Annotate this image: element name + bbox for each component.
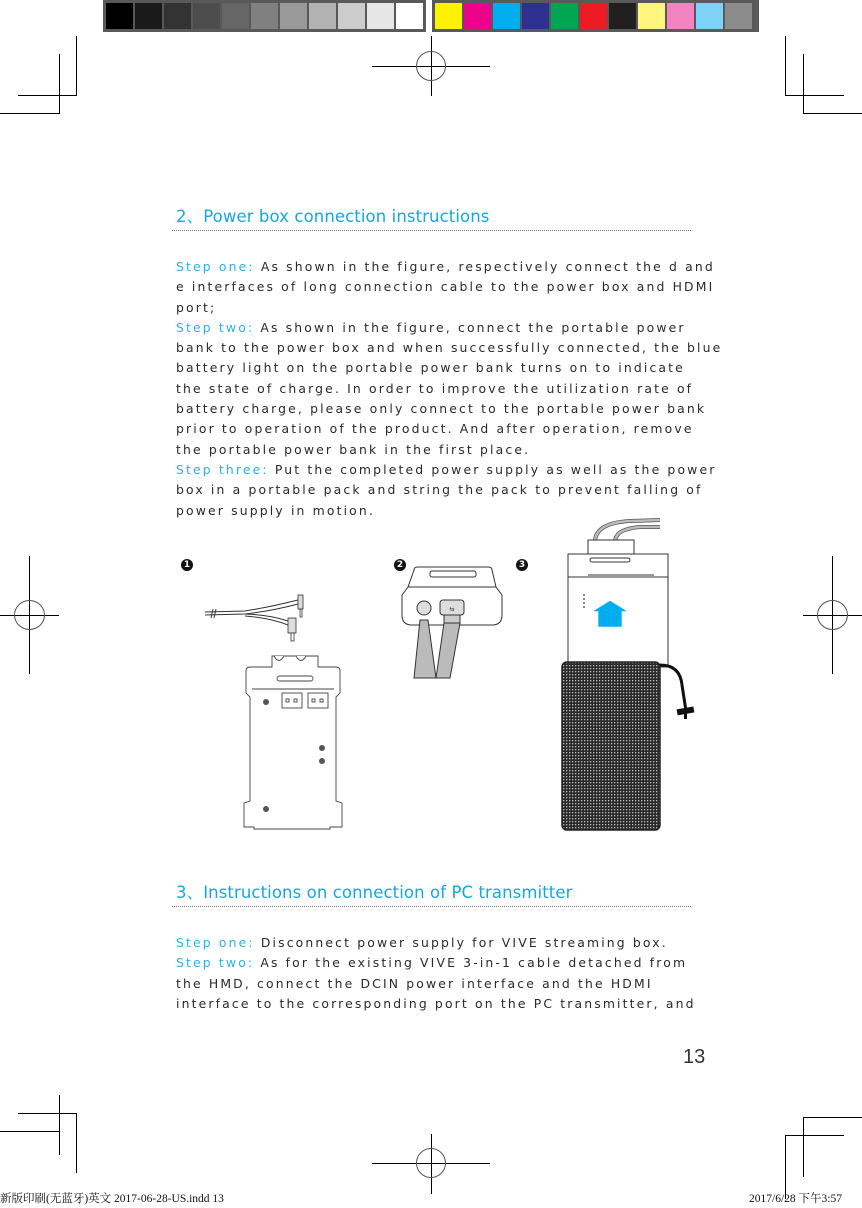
color-swatch bbox=[193, 3, 220, 29]
color-swatch bbox=[580, 3, 607, 29]
section-divider bbox=[172, 906, 691, 907]
step-line: Step three: Put the completed power supply as well as the power bbox=[176, 461, 717, 477]
crop-mark bbox=[803, 54, 804, 114]
color-swatch bbox=[464, 3, 491, 29]
color-swatch bbox=[551, 3, 578, 29]
slug-file-info: 新版印刷(无蓝牙)英文 2017-06-28-US.indd 13 bbox=[0, 1193, 224, 1205]
section-3-steps bbox=[176, 933, 696, 1014]
step-line: e interfaces of long connection cable to the power box and HDMI bbox=[176, 279, 715, 295]
step-line: the portable power bank in the first place. bbox=[176, 441, 531, 457]
process-color-bar bbox=[432, 0, 759, 32]
step-two-label: Step two: bbox=[176, 319, 255, 335]
color-swatch bbox=[135, 3, 162, 29]
crop-mark bbox=[785, 36, 786, 96]
y-cable-illustration bbox=[200, 585, 320, 645]
color-swatch bbox=[435, 3, 462, 29]
step-line: power supply in motion. bbox=[176, 502, 375, 518]
color-swatch bbox=[493, 3, 520, 29]
color-swatch bbox=[609, 3, 636, 29]
page-number: 13 bbox=[683, 1046, 706, 1068]
section-3-title: 3、Instructions on connection of PC transmitter bbox=[176, 883, 573, 902]
step-line: Step one: As shown in the figure, respectively connect the d and bbox=[176, 259, 715, 274]
color-swatch bbox=[106, 3, 133, 29]
figure-marker-1: 1 bbox=[181, 559, 193, 571]
step-line: port; bbox=[176, 299, 217, 315]
crop-mark bbox=[76, 36, 77, 96]
color-swatch bbox=[309, 3, 336, 29]
slug-timestamp: 2017/6/28 下午3:57 bbox=[749, 1193, 842, 1205]
step-one-label: Step one: bbox=[176, 259, 255, 274]
power-box-illustration bbox=[240, 653, 352, 833]
power-box-connector-illustration bbox=[400, 565, 505, 680]
color-swatch bbox=[222, 3, 249, 29]
crop-mark bbox=[785, 95, 844, 96]
step-line: Step one: Disconnect power supply for VIVE streaming box. bbox=[176, 935, 668, 950]
color-swatch bbox=[280, 3, 307, 29]
step-two-label: Step two: bbox=[176, 955, 255, 971]
crop-mark bbox=[785, 1135, 844, 1136]
grayscale-color-bar bbox=[103, 0, 426, 32]
section-divider bbox=[172, 230, 691, 231]
crop-mark bbox=[0, 113, 60, 114]
figure-marker-3: 3 bbox=[516, 559, 528, 571]
power-bank-in-pouch-illustration bbox=[560, 515, 700, 835]
color-swatch bbox=[367, 3, 394, 29]
color-swatch bbox=[696, 3, 723, 29]
color-swatch bbox=[164, 3, 191, 29]
color-swatch bbox=[725, 3, 752, 29]
color-swatch bbox=[522, 3, 549, 29]
step-one-label: Step one: bbox=[176, 935, 255, 950]
crop-mark bbox=[803, 113, 862, 114]
step-line: the HMD, connect the DCIN power interface and the HDMI bbox=[176, 975, 653, 991]
crop-mark bbox=[803, 1117, 804, 1177]
crop-mark bbox=[18, 1113, 77, 1114]
crop-mark bbox=[76, 1113, 77, 1173]
section-2-steps bbox=[176, 257, 723, 521]
color-swatch bbox=[667, 3, 694, 29]
step-line: battery light on the portable power bank turns on to indicate bbox=[176, 360, 685, 376]
step-line: interface to the corresponding port on the PC transmitter, and bbox=[176, 995, 696, 1011]
color-swatch bbox=[251, 3, 278, 29]
step-three-label: Step three: bbox=[176, 461, 269, 477]
crop-mark bbox=[18, 95, 77, 96]
color-swatch bbox=[338, 3, 365, 29]
color-swatch bbox=[638, 3, 665, 29]
crop-mark bbox=[59, 1095, 60, 1155]
crop-mark bbox=[803, 1117, 862, 1118]
crop-mark bbox=[0, 1131, 60, 1132]
step-line: bank to the power box and when successfully connected, the blue bbox=[176, 340, 723, 356]
step-line: Step two: As shown in the figure, connect the portable power bbox=[176, 319, 686, 335]
step-line: box in a portable pack and string the pack to prevent falling of bbox=[176, 482, 703, 498]
step-line: the state of charge. In order to improve the utilization rate of bbox=[176, 380, 694, 396]
color-swatch bbox=[396, 3, 423, 29]
svg-text:⇆: ⇆ bbox=[449, 606, 455, 613]
crop-mark bbox=[59, 54, 60, 114]
step-line: prior to operation of the product. And after operation, remove bbox=[176, 421, 694, 437]
step-line: Step two: As for the existing VIVE 3-in-1 cable detached from bbox=[176, 955, 688, 971]
figure-marker-2: 2 bbox=[394, 559, 406, 571]
section-2-title: 2、Power box connection instructions bbox=[176, 207, 490, 226]
step-line: battery charge, please only connect to the portable power bank bbox=[176, 401, 707, 417]
